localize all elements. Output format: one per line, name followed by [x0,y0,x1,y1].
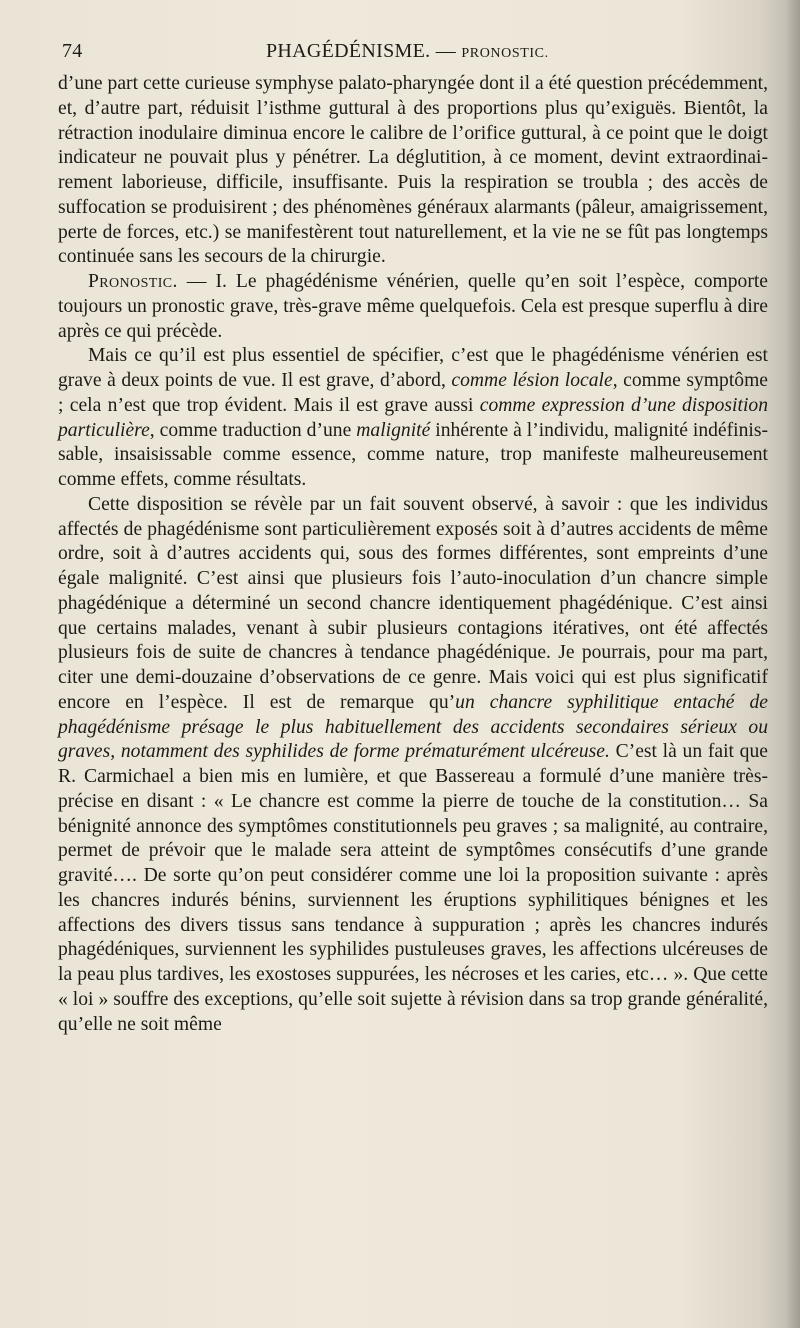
paragraph-pronostic-text: — I. Le phagédénisme vénérien, quelle qu’en soit l’espèce, comporte toujours un pronostic grave, très-grave même quelquefois. Cela est presque superflu à dire après ce qui précède. [58,271,768,342]
paragraph-disposition [58,493,768,1038]
text-run: C’est là un fait que R. Carmichael a bien mis en lumière, et que Bassereau a formulé d’une manière très-précise en disant : « Le chancre est comme la pierre de touche de la constitution… Sa bénignité annonce des symptômes constitutionnels peu graves ; sa malignité, au contraire, permet de prévoir que le malade sera atteint de symptômes consécutifs d’une grande gravité…. De sorte qu’on peut considérer comme une loi la proposition suivante : après les chancres indurés bénins, surviennent les éruptions syphilitiques bénignes et les affections des divers tissus sans tendance à suppuration ; après les chancres indurés phagédéniques, surviennent les syphilides pustuleuses graves, les affections ulcéreuses de la peau plus tardives, les exostoses suppurées, les nécroses et les caries, etc… ». Que cette « loi » souffre des exceptions, qu’elle soit sujette à révision dans sa trop grande généralité, qu’elle ne soit même [58,741,768,1035]
text-run: Mais ce qu’il est plus essentiel de spécifier, c’est que le phagédénisme vénérien est grave à deux points de vue. Il est grave, d’abord, [58,345,768,391]
section-label-pronostic: Pronostic. [88,271,178,292]
paragraph-gravity [58,344,768,493]
italic-run: malignité [356,419,431,441]
running-title: PHAGÉDÉNISME. — [266,40,457,62]
running-head [266,40,549,63]
text-run: Cette disposition se révèle par un fait souvent observé, à savoir : que les individus affectés de phagédénisme sont particulièrement exposés soit à d’autres accidents de même ordre, soit à d’autres accidents qui, sous des formes différentes, sont empreints d’une égale malignité. C’est ainsi que plusieurs fois l’auto-inoculation d’un chancre simple phagédénique a déterminé un second chancre identiquement phagédénique. C’est ainsi que certains malades, venant à subir plusieurs contagions itératives, ont été affectés plusieurs fois de suite de chancres à tendance phagédénique. Je pourrais, pour ma part, citer une demi-douzaine d’observations de ce genre. Mais voici qui est plus significatif encore en l’espèce. Il est de remarque qu’ [58,493,768,713]
page-body [58,72,768,1037]
text-run: , comme traduction d’une [149,419,357,441]
paragraph-pronostic [58,270,768,344]
italic-run: un chancre syphilitique entaché de phagédénisme présage le plus habituellement des accidents secondaires sérieux ou graves, notamment des syphilides de forme prématurément ulcéreuse. [58,691,768,763]
italic-run: comme lésion locale [451,370,613,391]
page-number: 74 [62,40,83,62]
italic-run: comme expression d’une disposition particulière [58,394,768,441]
book-page [58,36,768,1037]
running-subtitle: PRONOSTIC. [461,46,549,61]
text-run: inhérente à l’individu, malignité indéfinissable, insaisissable comme essence, comme nature, trop manifeste malheureusement comme effets, comme résultats. [58,419,768,490]
text-run: , comme symptôme ; cela n’est que trop évident. Mais il est grave aussi [58,370,769,416]
paragraph-continued: d’une part cette curieuse symphyse palato-pharyngée dont il a été question précédemment, et, d’autre part, réduisit l’isthme guttural à des proportions plus qu’exiguës. Bientôt, la rétraction inodulaire diminua encore le calibre de l’orifice guttural, à ce point que le doigt indicateur ne pouvait plus y pénétrer. La déglutition, à ce moment, devint extraordinairement laborieuse, difficile, insuffisante. Puis la respiration se troubla ; des accès de suffocation se produisirent ; des phénomènes généraux alarmants (pâleur, amaigrissement, perte de forces, etc.) se manifestèrent tout naturellement, et la vie ne se fût pas longtemps continuée sans les secours de la chirurgie. [58,73,768,268]
page-header [58,36,768,72]
page-edge-shadow [786,0,800,1328]
